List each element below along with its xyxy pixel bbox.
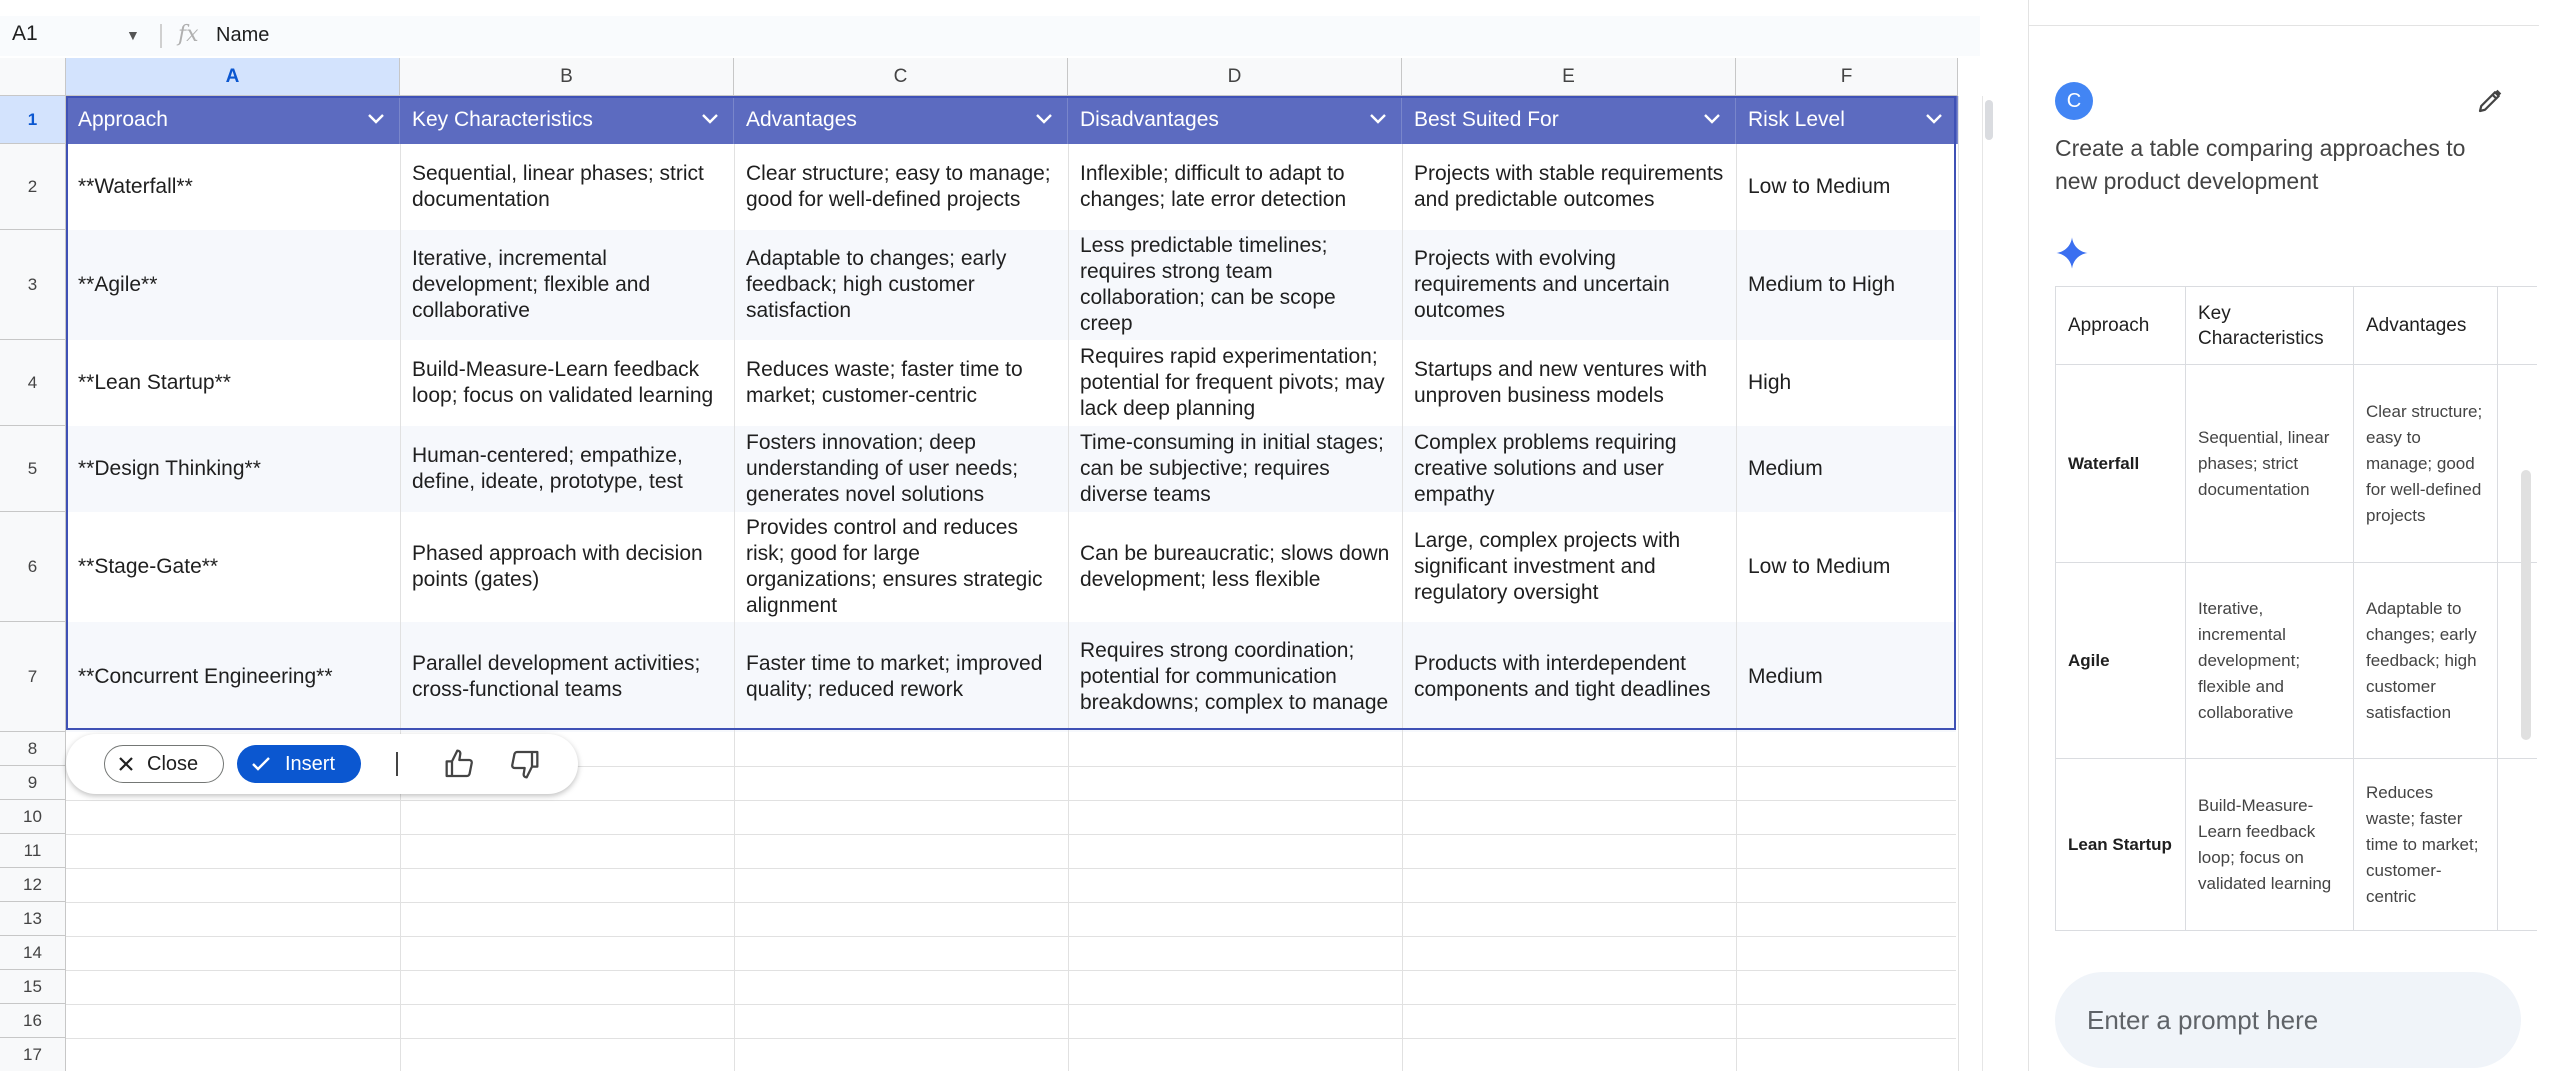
table-cell[interactable]: Projects with stable requirements and predictable outcomes	[1414, 162, 1724, 211]
response-header-cell	[2498, 287, 2538, 365]
row-header-13[interactable]: 13	[0, 902, 66, 936]
user-prompt: Create a table comparing approaches to new product development	[2055, 135, 2466, 194]
formula-bar-divider	[160, 24, 162, 48]
fx-icon: fx	[178, 22, 199, 47]
table-header-cell[interactable]	[1068, 96, 1402, 144]
response-cell: Agile	[2056, 563, 2186, 759]
table-cell[interactable]: Projects with evolving requirements and uncertain outcomes	[1414, 247, 1670, 322]
name-box[interactable]: A1	[12, 22, 38, 45]
filter-dropdown-icon[interactable]	[367, 96, 385, 125]
gridline	[66, 834, 1956, 835]
table-header-label: Risk Level	[1748, 108, 1845, 131]
column-header-a[interactable]: A	[66, 58, 400, 96]
toolbar-divider	[396, 752, 398, 776]
gridline	[66, 1038, 1956, 1039]
row-header-16[interactable]: 16	[0, 1004, 66, 1038]
row-header-5[interactable]: 5	[0, 426, 66, 512]
table-cell[interactable]: Faster time to market; improved quality; reduced rework	[746, 652, 1043, 701]
check-icon	[251, 756, 271, 772]
row-header-6[interactable]: 6	[0, 512, 66, 622]
response-cell: Sequential, linear phases; strict documentation	[2186, 365, 2354, 563]
response-cell: Lean Startup	[2056, 759, 2186, 931]
table-cell[interactable]: Medium to High	[1748, 273, 1896, 296]
thumbs-down-icon[interactable]	[508, 748, 540, 780]
thumbs-up-icon[interactable]	[444, 748, 476, 780]
close-icon	[117, 755, 135, 773]
response-table	[2055, 286, 2537, 931]
column-header-b[interactable]: B	[400, 58, 734, 96]
row-header-8[interactable]: 8	[0, 732, 66, 766]
column-header-e[interactable]: E	[1402, 58, 1736, 96]
table-cell[interactable]: Products with interdependent components and tight deadlines	[1414, 652, 1711, 701]
table-header-label: Advantages	[746, 108, 857, 131]
table-cell[interactable]: Phased approach with decision points (gates)	[412, 542, 703, 591]
formula-bar	[0, 0, 1980, 58]
row-header-7[interactable]: 7	[0, 622, 66, 732]
table-cell[interactable]: Less predictable timelines; requires strong team collaboration; can be scope creep	[1080, 234, 1336, 335]
table-cell[interactable]: **Stage-Gate**	[78, 555, 219, 578]
table-cell[interactable]: Adaptable to changes; early feedback; high customer satisfaction	[746, 247, 1007, 322]
table-cell[interactable]: Startups and new ventures with unproven business models	[1414, 358, 1707, 407]
row-header-11[interactable]: 11	[0, 834, 66, 868]
gridline	[66, 936, 1956, 937]
gridline	[66, 1004, 1956, 1005]
formula-bar-background	[0, 16, 1980, 56]
response-cell: Clear structure; easy to manage; good for well-defined projects	[2354, 365, 2498, 563]
row-header-9[interactable]: 9	[0, 766, 66, 800]
row-header-12[interactable]: 12	[0, 868, 66, 902]
column-header-d[interactable]: D	[1068, 58, 1402, 96]
edit-icon[interactable]	[2475, 86, 2505, 116]
table-cell[interactable]: Medium	[1748, 457, 1823, 480]
insert-label: Insert	[285, 752, 336, 775]
table-header-label: Disadvantages	[1080, 108, 1219, 131]
panel-scrollbar-thumb[interactable]	[2521, 470, 2531, 740]
table-cell[interactable]: Sequential, linear phases; strict documentation	[412, 162, 704, 211]
row-header-3[interactable]: 3	[0, 230, 66, 340]
spreadsheet-grid[interactable]	[0, 58, 1980, 1071]
table-cell[interactable]: Can be bureaucratic; slows down development; less flexible	[1080, 542, 1390, 591]
gridline	[1958, 96, 1959, 1071]
table-cell[interactable]: Iterative, incremental development; flexible and collaborative	[412, 247, 651, 322]
filter-dropdown-icon[interactable]	[1925, 96, 1943, 125]
table-cell[interactable]: Time-consuming in initial stages; can be subjective; requires diverse teams	[1080, 431, 1384, 506]
table-cell[interactable]: Complex problems requiring creative solutions and user empathy	[1414, 431, 1677, 506]
grid-scrollbar-thumb[interactable]	[1985, 100, 1993, 140]
gridline	[66, 902, 1956, 903]
table-cell[interactable]: Medium	[1748, 665, 1823, 688]
grid-scrollbar[interactable]	[1982, 96, 1996, 1071]
gridline	[66, 868, 1956, 869]
table-cell[interactable]: Low to Medium	[1748, 175, 1891, 198]
name-box-dropdown-icon[interactable]: ▼	[126, 27, 140, 43]
table-cell[interactable]: Requires strong coordination; potential for communication breakdowns; complex to manage	[1080, 639, 1389, 714]
response-header-cell: Advantages	[2354, 287, 2498, 365]
response-cell	[2498, 563, 2538, 759]
panel-top-divider	[2029, 0, 2539, 26]
table-cell[interactable]: Low to Medium	[1748, 555, 1891, 578]
response-header-cell: Key Characteristics	[2186, 287, 2354, 365]
table-cell[interactable]: **Agile**	[78, 273, 158, 296]
response-cell: Iterative, incremental development; flexible and collaborative	[2186, 563, 2354, 759]
select-all-corner[interactable]	[0, 58, 66, 96]
row-header-1[interactable]: 1	[0, 96, 66, 144]
close-label: Close	[147, 752, 199, 775]
gemini-sparkle-icon	[2055, 236, 2089, 270]
table-cell[interactable]: Parallel development activities; cross-functional teams	[412, 652, 701, 701]
suggestion-toolbar	[66, 734, 578, 794]
table-cell[interactable]: Human-centered; empathize, define, ideate, prototype, test	[412, 444, 683, 493]
response-cell: Waterfall	[2056, 365, 2186, 563]
table-cell[interactable]: **Concurrent Engineering**	[78, 665, 333, 688]
prompt-input[interactable]	[2055, 972, 2521, 1068]
response-cell: Reduces waste; faster time to market; customer-centric	[2354, 759, 2498, 931]
table-header-label: Best Suited For	[1414, 108, 1559, 131]
row-header-14[interactable]: 14	[0, 936, 66, 970]
gridline	[66, 800, 1956, 801]
table-cell[interactable]: High	[1748, 371, 1792, 394]
column-header-f[interactable]: F	[1736, 58, 1958, 96]
filter-dropdown-icon[interactable]	[1035, 96, 1053, 125]
avatar: C	[2055, 82, 2093, 120]
table-header-cell[interactable]	[1736, 96, 1958, 144]
row-header-17[interactable]: 17	[0, 1038, 66, 1071]
response-header-cell: Approach	[2056, 287, 2186, 365]
response-cell: Adaptable to changes; early feedback; high customer satisfaction	[2354, 563, 2498, 759]
table-cell[interactable]: Reduces waste; faster time to market; customer-centric	[746, 358, 1023, 407]
table-cell[interactable]: Clear structure; easy to manage; good for well-defined projects	[746, 162, 1051, 211]
table-header-cell[interactable]	[66, 96, 400, 144]
table-cell[interactable]: Provides control and reduces risk; good for large organizations; ensures strategic alignment	[746, 516, 1043, 617]
table-cell[interactable]: Inflexible; difficult to adapt to changes; late error detection	[1080, 162, 1347, 211]
response-table-container[interactable]	[2055, 286, 2537, 932]
column-header-c[interactable]: C	[734, 58, 1068, 96]
table-header-label: Approach	[78, 108, 168, 131]
row-header-10[interactable]: 10	[0, 800, 66, 834]
table-header-cell[interactable]	[734, 96, 1068, 144]
table-cell[interactable]: **Waterfall**	[78, 175, 193, 198]
filter-dropdown-icon[interactable]	[1369, 96, 1387, 125]
filter-dropdown-icon[interactable]	[701, 96, 719, 125]
table-header-cell[interactable]	[1402, 96, 1736, 144]
insert-button[interactable]	[237, 745, 361, 783]
close-button[interactable]	[104, 745, 224, 783]
table-header-cell[interactable]	[400, 96, 734, 144]
response-cell	[2498, 759, 2538, 931]
gridline	[66, 970, 1956, 971]
formula-input[interactable]: Name	[216, 24, 270, 46]
filter-dropdown-icon[interactable]	[1703, 96, 1721, 125]
response-cell	[2498, 365, 2538, 563]
response-cell: Build-Measure-Learn feedback loop; focus on validated learning	[2186, 759, 2354, 931]
table-cell[interactable]: **Lean Startup**	[78, 371, 231, 394]
row-header-2[interactable]: 2	[0, 144, 66, 230]
table-cell[interactable]: Large, complex projects with significant investment and regulatory oversight	[1414, 529, 1681, 604]
table-cell[interactable]: Requires rapid experimentation; potential for frequent pivots; may lack deep planning	[1080, 345, 1385, 420]
table-cell[interactable]: **Design Thinking**	[78, 457, 261, 480]
table-header-label: Key Characteristics	[412, 108, 593, 131]
row-header-4[interactable]: 4	[0, 340, 66, 426]
gemini-side-panel	[2028, 0, 2560, 1071]
table-cell[interactable]: Fosters innovation; deep understanding of user needs; generates novel solutions	[746, 431, 1019, 506]
table-cell[interactable]: Build-Measure-Learn feedback loop; focus on validated learning	[412, 358, 714, 407]
row-header-15[interactable]: 15	[0, 970, 66, 1004]
